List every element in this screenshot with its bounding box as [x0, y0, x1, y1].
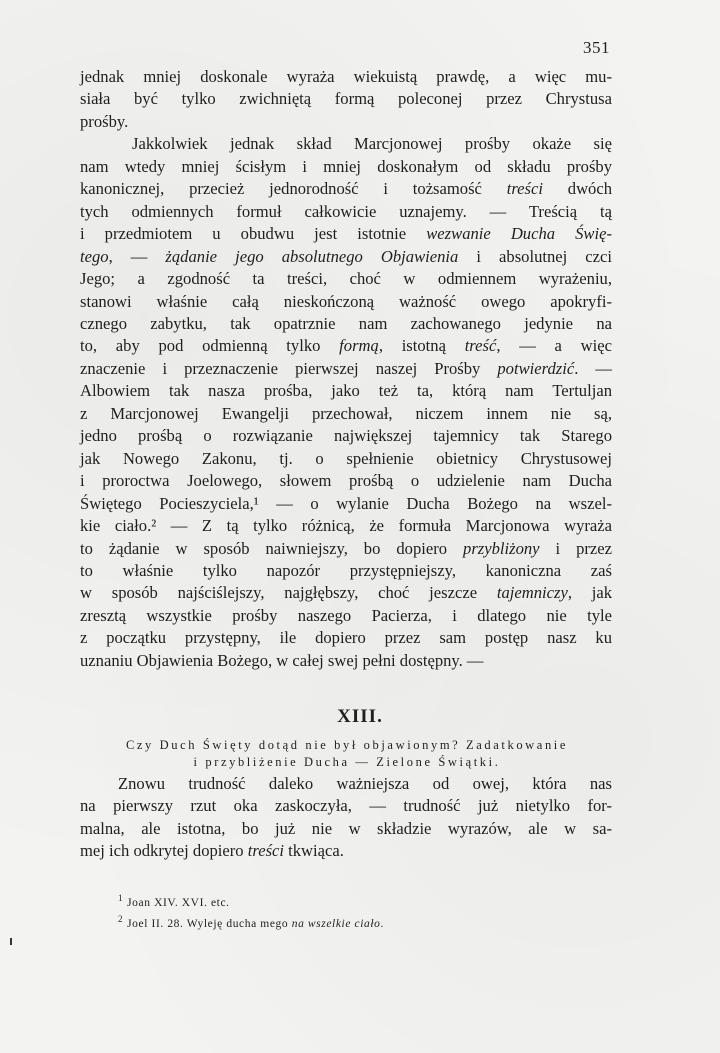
- text-line: w sposób najściślejszy, najgłębszy, choć jeszcze tajemniczy, jak: [80, 583, 612, 603]
- text-line: Świętego Pocieszyciela,¹ — o wylanie Ducha Bożego na wszel-: [80, 493, 612, 513]
- italic-text: na wszelkie ciało: [291, 917, 381, 930]
- text-line: siała być tylko zwichniętą formą poleconej przez Chrystusa: [80, 89, 612, 109]
- subtitle-line: Czy Duch Święty dotąd nie był objawionym? Zadatkowanie: [125, 738, 569, 752]
- paragraph-3: [80, 773, 612, 863]
- footnote: $^1$ Joan XIV. XVI. etc.: [118, 893, 230, 909]
- text-line: malna, ale istotna, bo już nie w składzie wyrazów, ale w sa-: [80, 818, 612, 838]
- text-line: nam wtedy mniej ścisłym i mniej doskonałym od składu prośby: [80, 156, 612, 176]
- text-line: mej ich odkrytej dopiero treści tkwiąca.: [80, 841, 344, 861]
- italic-text: tego: [80, 246, 109, 266]
- subtitle-line: i przybliżenie Ducha — Zielone Świątki.: [193, 755, 501, 769]
- footnote-mark: 2: [118, 913, 124, 924]
- text-line: i przedmiotem u obudwu jest istotnie wezwanie Ducha Świę-: [80, 224, 613, 244]
- footnote: $^2$ Joel II. 28. Wyleję ducha mego na wszelkie ciało.: [118, 913, 384, 930]
- text-line: Albowiem tak nasza prośba, jako też ta, którą nam Tertuljan: [80, 381, 612, 401]
- chapter-number: XIII.: [337, 706, 383, 727]
- text-line: zresztą wszystkie prośby naszego Pacierza, i dlatego nie tyle: [80, 605, 612, 625]
- footnotes: [118, 890, 538, 932]
- text-line: na pierwszy rzut oka zaskoczyła, — trudność już nietylko for-: [80, 796, 612, 816]
- italic-text: treść: [464, 336, 497, 356]
- text-line: to właśnie tylko napozór przystępniejszy, kanoniczna zaś: [80, 560, 612, 580]
- text-line: stanowi właśnie całą nieskończoną ważność owego apokryfi-: [80, 291, 612, 311]
- paragraph-1: [80, 66, 612, 133]
- text-line: tych odmiennych formuł całkowicie uznajemy. — Treścią tą: [80, 201, 612, 221]
- text-line: kanonicznej, przecież jednorodność i tożsamość treści dwóch: [80, 179, 613, 199]
- text-line: jednak mniej doskonale wyraża wiekuistą prawdę, a więc mu-: [80, 67, 612, 86]
- italic-text: treści: [247, 841, 284, 861]
- italic-text: formą: [339, 336, 379, 356]
- text-line: cznego zabytku, tak opatrznie nam zachowanego jedynie na: [80, 313, 612, 333]
- italic-text: żądanie jego absolutnego Objawienia: [165, 246, 459, 266]
- italic-text: treści: [506, 179, 543, 199]
- text-line: i proroctwa Joelowego, słowem prośbą o udzielenie nam Ducha: [80, 471, 612, 491]
- text-line: to, aby pod odmienną tylko formą, istotną treść, — a więc: [80, 336, 612, 356]
- paragraph-2: [80, 133, 612, 672]
- footnote-mark: 1: [118, 893, 124, 903]
- main-text: [80, 66, 612, 672]
- italic-text: tajemniczy: [496, 583, 568, 603]
- text-line: znaczenie i przeznaczenie pierwszej naszej Prośby potwierdzić. —: [80, 358, 612, 378]
- text-line: to żądanie w sposób naiwniejszy, bo dopiero przybliżony i przez: [80, 538, 613, 558]
- text-line: jedno prośbą o rozwiązanie największej tajemnicy tak Starego: [80, 426, 612, 446]
- page-number: 351: [583, 38, 610, 57]
- margin-mark: [10, 938, 12, 945]
- text-line: Jego; a zgodność ta treści, choć w odmiennem wyrażeniu,: [80, 269, 612, 289]
- text-line: Jakkolwiek jednak skład Marcjonowej prośby okaże się: [132, 134, 612, 154]
- text-line: kie ciało.² — Z tą tylko różnicą, że formuła Marcjonowa wyraża: [80, 516, 612, 536]
- chapter-subtitle: [80, 737, 614, 771]
- text-line: prośby.: [80, 111, 129, 131]
- text-line: jak Nowego Zakonu, tj. o spełnienie obietnicy Chrystusowej: [80, 448, 612, 468]
- text-line: tego, — żądanie jego absolutnego Objawienia i absolutnej czci: [80, 246, 612, 266]
- italic-text: potwierdzić: [497, 358, 575, 378]
- italic-text: wezwanie Ducha Świę-: [426, 224, 613, 244]
- italic-text: przybliżony: [463, 538, 540, 558]
- text-line: Znowu trudność daleko ważniejsza od owej, która nas: [118, 774, 612, 793]
- text-line: z Marcjonowej Ewangelji przechował, niczem innem nie są,: [80, 403, 612, 423]
- text-line: z początku przystępny, ile dopiero przez sam postęp nasz ku: [80, 628, 612, 648]
- text-line: uznaniu Objawienia Bożego, w całej swej pełni dostępny. —: [80, 650, 484, 670]
